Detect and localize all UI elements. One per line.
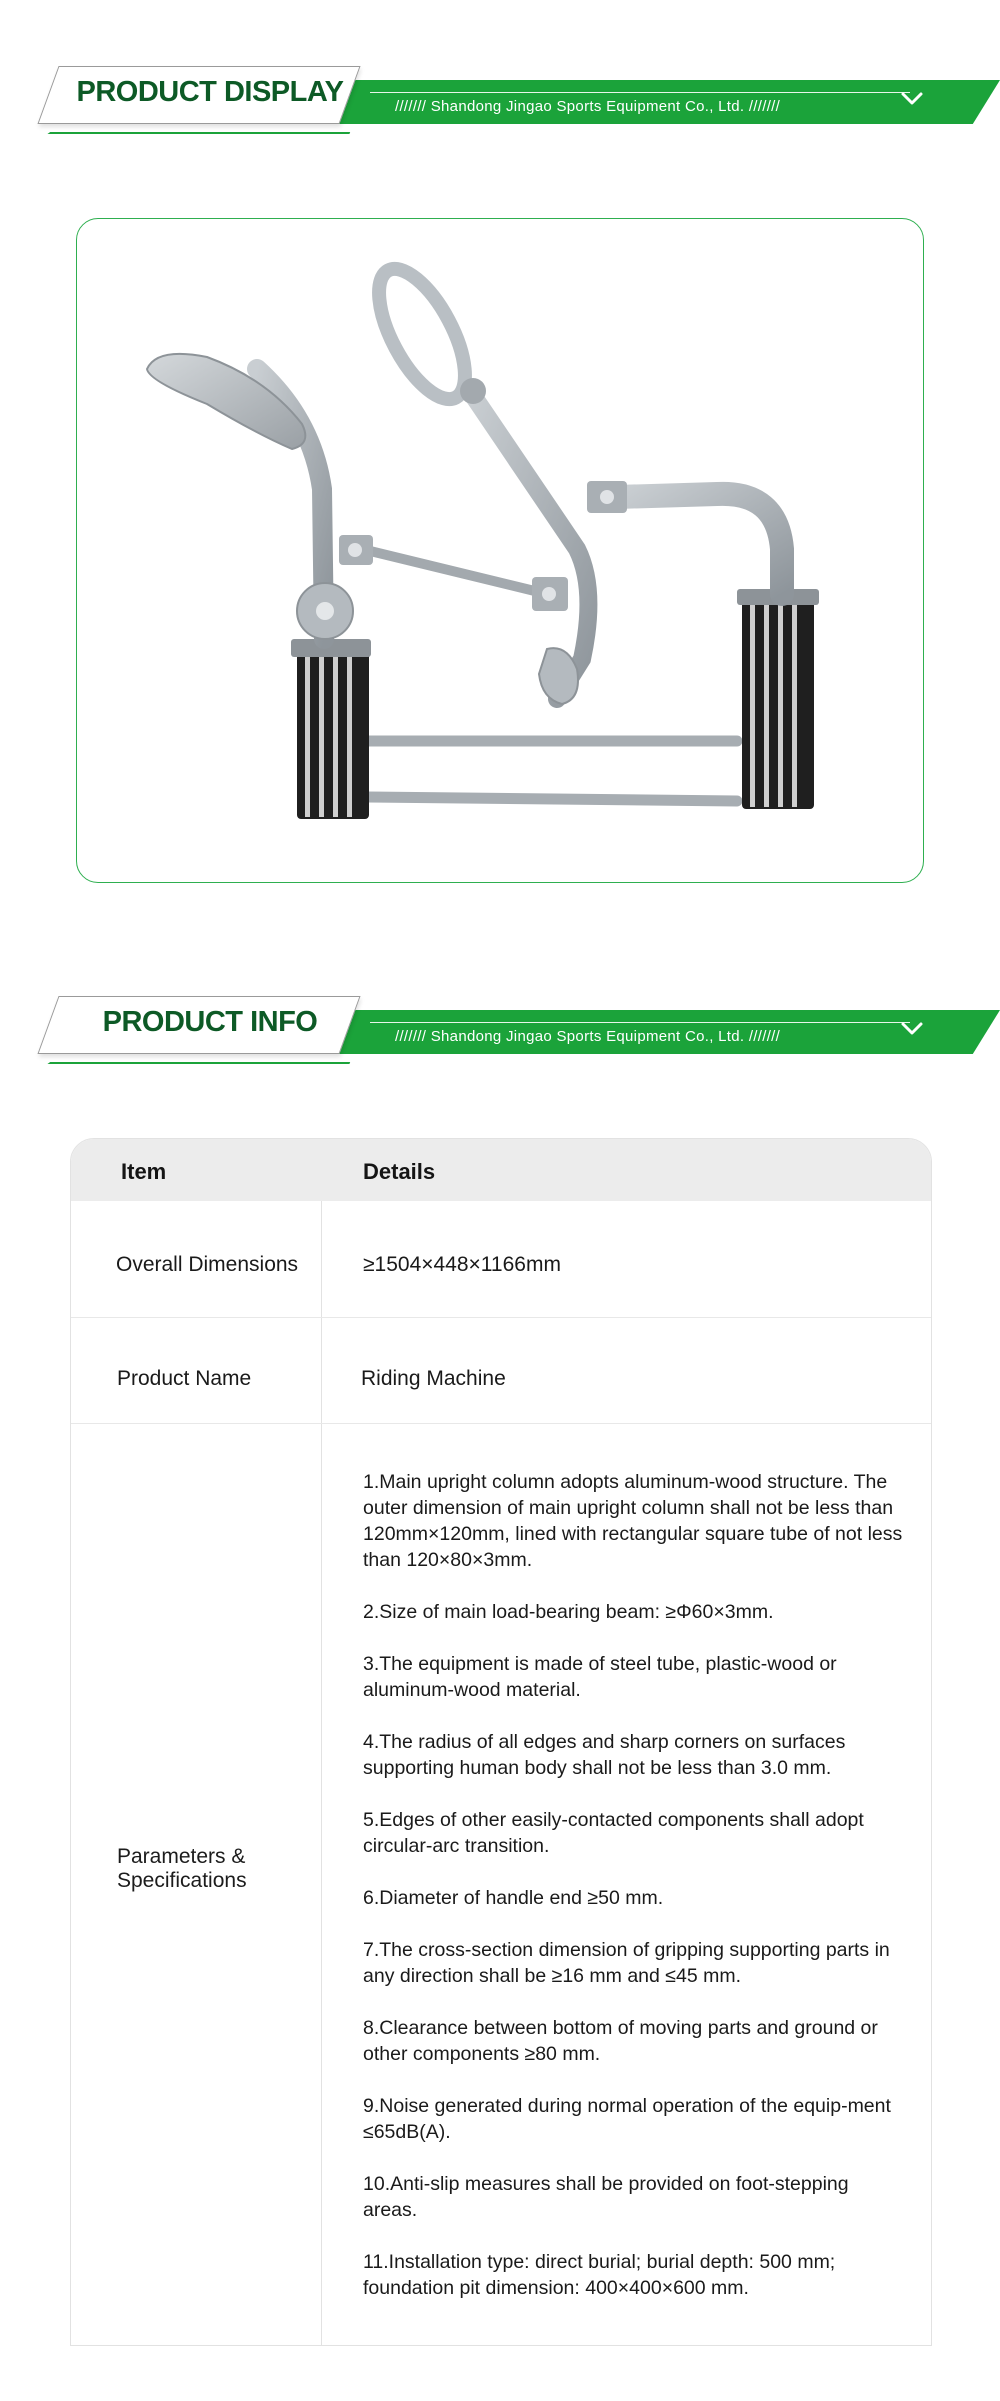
row-divider — [71, 1317, 931, 1318]
chevron-down-icon[interactable] — [898, 1018, 926, 1040]
product-display-banner — [40, 66, 960, 146]
left-foot-block — [291, 639, 371, 819]
product-image-frame — [76, 218, 924, 883]
product-info-banner — [40, 996, 960, 1076]
row-name-details: Riding Machine — [361, 1367, 506, 1390]
banner-tagline: /////// Shandong Jingao Sports Equipment Co., Ltd. /////// — [395, 1028, 781, 1045]
parameters-list — [363, 1469, 903, 2327]
parameter-item: 8.Clearance between bottom of moving parts and ground or other components ≥80 mm. — [363, 2017, 878, 2065]
section-title: PRODUCT DISPLAY — [76, 76, 344, 108]
row-dimensions-item: Overall Dimensions — [116, 1253, 299, 1276]
parameter-item: 3.The equipment is made of steel tube, plastic-wood or aluminum-wood material. — [363, 1653, 837, 1701]
header-details: Details — [363, 1159, 436, 1184]
right-foot-block — [737, 589, 819, 809]
row-divider — [71, 1423, 931, 1424]
banner-line — [370, 92, 910, 93]
parameter-item: 1.Main upright column adopts aluminum-wood structure. The outer dimension of main upright column shall not be less than 120mm×120mm, lined with rectangular square tube of not less than 120×80×3mm. — [363, 1471, 903, 1571]
row-parameters-item: Parameters & Specifications — [117, 1845, 247, 1892]
parameter-item: 11.Installation type: direct burial; burial depth: 500 mm; foundation pit dimension: 400×400×600 mm. — [363, 2251, 836, 2299]
parameter-item: 10.Anti-slip measures shall be provided on foot-stepping areas. — [363, 2173, 849, 2221]
riding-machine-image — [77, 219, 924, 883]
parameter-item: 6.Diameter of handle end ≥50 mm. — [363, 1887, 664, 1909]
header-item: Item — [121, 1159, 167, 1184]
spec-table — [70, 1138, 932, 2346]
row-dimensions-details: ≥1504×448×1166mm — [363, 1253, 561, 1276]
parameter-item: 2.Size of main load-bearing beam: ≥Φ60×3mm. — [363, 1601, 774, 1623]
banner-line — [370, 1022, 910, 1023]
row-name-item: Product Name — [117, 1367, 252, 1390]
parameter-item: 5.Edges of other easily-contacted components shall adopt circular-arc transition. — [363, 1809, 864, 1857]
parameter-item: 7.The cross-section dimension of gripping supporting parts in any direction shall be ≥16 mm and ≤45 mm. — [363, 1939, 890, 1987]
section-title: PRODUCT INFO — [102, 1006, 318, 1038]
banner-tagline: /////// Shandong Jingao Sports Equipment Co., Ltd. /////// — [395, 98, 781, 115]
table-header — [71, 1139, 931, 1201]
parameter-item: 4.The radius of all edges and sharp corners on surfaces supporting human body shall not be less than 3.0 mm. — [363, 1731, 846, 1779]
column-divider — [321, 1201, 322, 2346]
chevron-down-icon[interactable] — [898, 88, 926, 110]
parameter-item: 9.Noise generated during normal operation of the equip-ment ≤65dB(A). — [363, 2095, 891, 2143]
